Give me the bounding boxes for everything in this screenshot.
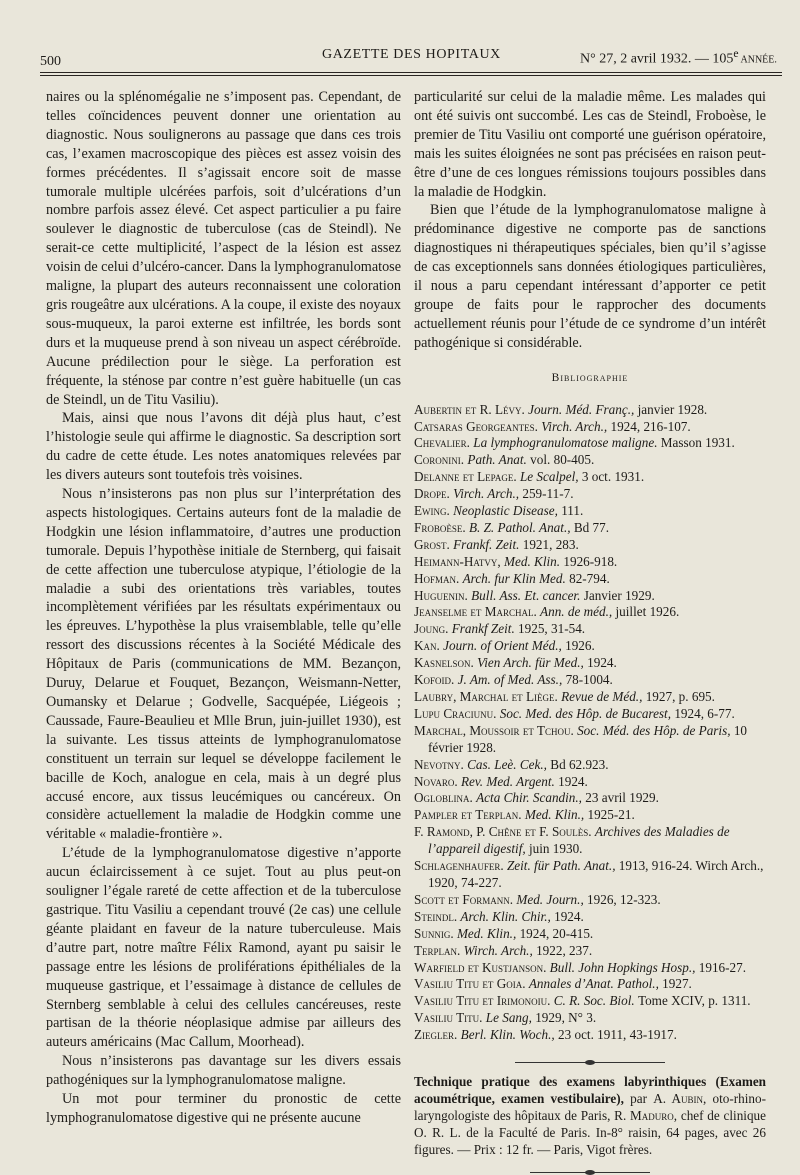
bib-reference: 1924. [587, 655, 617, 671]
bib-reference: 1921, 283. [522, 536, 579, 552]
bib-source: Acta Chir. Scandin., [476, 790, 586, 806]
bib-author: Vasiliu Titu et Goia. [414, 976, 529, 992]
bib-source: Virch. Arch., [541, 418, 611, 434]
bib-author: Kofoid. [414, 672, 458, 688]
bib-reference: 1924, 20-415. [519, 925, 594, 941]
bib-author: Vasiliu Titu. [414, 1010, 486, 1026]
bib-source: La lymphogranulomatose maligne. [473, 435, 661, 451]
bib-reference: Masson 1931. [660, 435, 735, 451]
header-rule [40, 72, 782, 73]
bib-author: Catsaras Georgeantes. [414, 418, 542, 434]
page-header [40, 44, 780, 70]
bib-source: C. R. Soc. Biol. [553, 993, 638, 1009]
bib-author: Chevalier. [414, 435, 474, 451]
paragraph: particularité sur celui de la maladie même. Les malades qui ont été suivis ont succombé. Les cas de Steindl, Froboèse, le premier de Titu Vasiliu ont comporté une guérison opératoire, mais les suites éloignées ne sont pas précisées en raison peut-être d’une de ces longues rémissions toujours possibles dans la maladie de Hodgkin. [414, 89, 766, 200]
bib-author: Terplan. [414, 942, 464, 958]
paragraph: Mais, ainsi que nous l’avons dit déjà plus haut, c’est l’histologie seule qui affirme le diagnostic. Sa description sort du cadre de cette étude. Les notes anatomiques relevées par les divers auteurs sont toutefois très voisines. [46, 410, 401, 484]
bib-source: Virch. Arch., [453, 486, 523, 502]
bib-author: Ogloblina. [414, 790, 477, 806]
bib-author: Novaro. [414, 773, 461, 789]
bib-source: Revue de Méd., [561, 689, 646, 704]
review-author-2: R. Maduro, [614, 1108, 678, 1124]
bib-author: Warfield et Kustjanson. [414, 959, 550, 975]
bib-author: Kasnelson. [414, 655, 478, 671]
bibliography-entry [414, 571, 766, 588]
bib-reference: 1924. [558, 773, 588, 789]
bib-source: Med. Klin., [524, 807, 588, 823]
bib-author: Steindl. [414, 908, 461, 924]
bibliography-title: Bibliographie [551, 371, 629, 384]
bibliography-list [414, 402, 766, 1044]
bib-reference: vol. 80-405. [530, 452, 595, 468]
bibliography-entry [414, 689, 766, 706]
bib-author: Sunnig. [414, 925, 457, 941]
bib-source: Med. Klin. [504, 553, 564, 569]
section-separator [515, 1062, 665, 1063]
bib-reference: 1927, p. 695. [645, 689, 715, 704]
right-column [414, 88, 766, 1173]
bibliography-entry [414, 503, 766, 520]
bib-reference: janvier 1928. [637, 401, 708, 417]
bib-reference: 1913, 916-24. Wirch Arch., 1920, 74-227. [428, 858, 764, 890]
bib-author: Delanne et Lepage. [414, 469, 520, 485]
bibliography-entry [414, 1027, 766, 1044]
bibliography-entry [414, 824, 766, 858]
bib-reference: 82-794. [569, 570, 610, 586]
end-separator [530, 1172, 650, 1173]
bib-author: Pampler et Terplan. [414, 807, 525, 823]
bib-author: Hofman. [414, 570, 463, 586]
journal-title: GAZETTE DES HOPITAUX [322, 47, 501, 62]
bibliography-entry [414, 892, 766, 909]
bibliography-entry [414, 960, 766, 977]
bib-reference: 259-11-7. [522, 486, 574, 502]
left-column [46, 88, 401, 1128]
bibliography-entry [414, 452, 766, 469]
bib-reference: 1926, 12-323. [587, 891, 661, 907]
bib-source: B. Z. Pathol. Anat., [468, 519, 574, 535]
bib-author: F. Ramond, P. Chêne et F. Soulès. [414, 824, 595, 840]
bib-author: Vasiliu Titu et Irimonoiu. [414, 993, 554, 1009]
paragraph: Nous n’insisterons pas non plus sur l’interprétation des aspects histologiques. Certains auteurs font de la maladie de Hodgkin une lésion inflammatoire, d’autres une production tumorale. Depuis l’hypothèse initiale de Sternberg, qui faisait de cette affection une tuberculose atypique, l’étiologie de la maladie a subi des orientations très variables, toutes incomplètement vérifiées par les résultats expérimentaux ou les épreuves. L’hypothèse la plus vraisemblable, telle qu’elle ressort des discussions récentes à la Société Médicale des Hôpitaux de Paris (communications de MM. Bezançon, Duruy, Delarue et Fouquet, Bezançon, Weismann-Netter, Oumansky et Delarue ; Godvelle, Sacquépée, Liégeois ; Caussade, Faure-Beaulieu et Mlle Brun, juin-juillet 1930), est la suivante. Les tissus atteints de lymphogranulomatose constituent un terrain sur lequel se développe facilement le bacille de Koch, analogue en cela, mais à un degré plus accusé encore, aux tissus leucémiques ou cancéreux. On considère actuellement la maladie de Hodgkin comme une véritable « maladie-frontière ». [46, 486, 401, 843]
bib-author: Froboèse. [414, 519, 469, 535]
bib-author: Ewing. [414, 503, 454, 519]
bibliography-entry [414, 435, 766, 452]
bib-source: Annales d’Anat. Pathol., [528, 976, 663, 992]
issue-info: N° 27, 2 avril 1932. — 105e ANNÉE. [580, 47, 777, 67]
bibliography-entry [414, 926, 766, 943]
bib-reference: 3 oct. 1931. [581, 469, 645, 485]
bibliography-entry [414, 402, 766, 419]
paragraph: L’étude de la lymphogranulomatose digestive n’apporte aucun éclaircissement à ce sujet. Tout au plus peut-on souligner l’égale rareté de cette affection et de la tuberculose gastrique. Titu Vasiliu a cependant trouvé (2e cas) une cellule géante plaidant en faveur de la nature tuberculeuse. Mais d’autre part, notre maître Félix Ramond, ayant pu saisir le passage entre les lésions de proliférations épithéliales de la muqueuse gastrique, et l’essaimage à distance de cellules de Sternberg semblable à celui des cellules cancéreuses, reste partisan de la théorie néoplasique admise par ailleurs des auteurs américains (Mac Callum, Moorhead). [46, 845, 401, 1051]
bibliography-entry [414, 604, 766, 621]
bib-source: Med. Klin., [456, 925, 520, 941]
bib-reference: 1922, 237. [536, 942, 593, 958]
bib-source: Neoplastic Disease, [453, 503, 562, 519]
bib-reference: 1929, N° 3. [535, 1010, 597, 1026]
bib-reference: 1926. [565, 638, 595, 654]
bibliography-entry [414, 655, 766, 672]
review-author: A. Aubin, [653, 1091, 707, 1107]
paragraph: Un mot pour terminer du pronostic de cette lymphogranulomatose digestive qui ne présente aucune [46, 1091, 401, 1126]
bib-reference: 1927. [662, 976, 692, 992]
bib-reference: 1924. [554, 908, 584, 924]
bib-author: Kan. [414, 638, 444, 654]
bib-source: Med. Journ., [516, 891, 588, 907]
bib-author: Ziegler. [414, 1027, 461, 1043]
bib-source: Bull. John Hopkings Hosp., [549, 959, 699, 975]
bibliography-entry [414, 790, 766, 807]
bibliography-entry [414, 993, 766, 1010]
bib-reference: Tome XCIV, p. 1311. [637, 993, 751, 1009]
bibliography-entry [414, 520, 766, 537]
bib-source: Archives des Maladies de l’appareil digestif, [428, 824, 730, 857]
bib-reference: 1924, 6-77. [674, 705, 735, 721]
bibliography-entry [414, 858, 766, 892]
bibliography-entry [414, 621, 766, 638]
bib-reference: 10 février 1928. [428, 722, 748, 755]
book-review: Technique pratique des examens labyrinthiques (Examen acoumétrique, examen vestibulaire), par A. Aubin, oto-rhino-laryngologiste des hôpitaux de Paris, R. Maduro, chef de clinique O. R. L. de la Faculté de Paris. In-8° raisin, 64 pages, avec 26 figures. — Prix : 12 fr. — Paris, Vigot frères. [414, 1074, 767, 1158]
paragraph: naires ou la splénomégalie ne s’imposent pas. Cependant, de telles coïncidences peuvent donner une orientation au diagnostic. Nous soulignerons au passage que dans ces trois cas, l’examen macroscopique des pièces est assez voisin des formes précédentes. Il s’agissait encore soit de masse tumorale multiple ulcérées parfois, soit d’ulcérations d’un nombre parfois assez élevé. Cet aspect particulier a pu faire soulever le diagnostic de tuberculose (cas de Steindl). Ne serait-ce cette multiplicité, l’aspect de la lésion est assez voisin de celui d’ulcéro-cancer. Dans la lymphogranulomatose maligne, la plupart des auteurs reconnaissent une coloration gris rougeâtre aux ulcérations. A la coupe, il existe des noyaux sous-muqueux, la paroi externe est infiltrée, les bords sont durs et la muqueuse prend à son niveau un aspect cérébroïde. Aucune prédilection pour le siège. La perforation est fréquente, la sténose par contre n’est guère habituelle (un cas de Steindl, un de Titu Vasiliu). [46, 89, 401, 408]
bib-reference: Janvier 1929. [583, 587, 655, 603]
bib-source: Le Scalpel, [519, 469, 582, 485]
bib-source: Cas. Leè. Cek., [467, 756, 551, 772]
bib-reference: 1924, 216-107. [610, 418, 691, 434]
bib-author: Nevotny. [414, 756, 468, 772]
bibliography-entry [414, 588, 766, 605]
review-title: Technique pratique des examens labyrinthiques (Examen acoumétrique, examen vestibulaire), [414, 1074, 766, 1107]
bib-author: Aubertin et R. Lévy. [414, 401, 529, 417]
bib-source: Journ. Méd. Franç., [528, 401, 638, 417]
bib-source: Frankf Zeit. [451, 621, 519, 637]
bib-source: Zeit. für Path. Anat., [506, 858, 619, 874]
bibliography-entry [414, 723, 766, 757]
bib-author: Huguenin. [414, 587, 472, 603]
bibliography-entry [414, 757, 766, 774]
bib-author: Coronini. [414, 452, 468, 468]
bib-source: Path. Anat. [467, 452, 531, 468]
bib-reference: 1925, 31-54. [518, 621, 586, 637]
bib-source: Soc. Med. des Hôp. de Bucarest, [499, 705, 675, 721]
bib-author: Jeanselme et Marchal. [414, 604, 541, 620]
paragraph: Nous n’insisterons pas davantage sur les divers essais pathogéniques sur la lymphogranulomatose maligne. [46, 1053, 401, 1089]
bib-author: Marchal, Moussoir et Tchou. [414, 722, 578, 738]
bib-reference: juillet 1926. [615, 604, 680, 620]
bib-source: Rev. Med. Argent. [460, 773, 559, 789]
bib-source: J. Am. of Med. Ass., [457, 672, 566, 688]
bibliography-entry [414, 1010, 766, 1027]
bib-reference: juin 1930. [528, 841, 583, 857]
bib-source: Wirch. Arch., [463, 942, 537, 958]
bib-author: Grost. [414, 536, 454, 552]
bibliography-entry [414, 672, 766, 689]
bibliography-entry [414, 807, 766, 824]
bib-reference: Bd 77. [573, 519, 610, 535]
bib-reference: 23 oct. 1911, 43-1917. [557, 1027, 677, 1043]
bib-source: Journ. of Orient Méd., [443, 638, 566, 654]
bib-reference: 23 avril 1929. [585, 790, 659, 806]
bib-source: Ann. de méd., [540, 604, 616, 620]
bibliography-entry [414, 469, 766, 486]
bib-author: Joung. [414, 621, 452, 637]
paragraph: Bien que l’étude de la lymphogranulomatose maligne à prédominance digestive ne comporte pas de sanctions diagnostiques ni thérapeutiques spéciales, bien qu’il s’agisse de cas exceptionnels sans données étiologiques particulières, il nous a paru cependant intéressant d’apporter ce petit groupe de faits pour le rapprocher des documents actuellement réunis pour l’étude de ce syndrome d’un intérêt pathogénique si considérable. [414, 202, 766, 351]
bibliography-entry [414, 638, 766, 655]
bibliography-entry [414, 976, 766, 993]
bibliography-entry [414, 486, 766, 503]
bib-author: Schlagenhaufer. [414, 858, 507, 874]
bibliography-entry [414, 706, 766, 723]
page-number: 500 [40, 54, 61, 69]
bib-source: Le Sang, [485, 1010, 536, 1026]
bib-source: Soc. Méd. des Hôp. de Paris, [577, 722, 734, 738]
bibliography-entry [414, 419, 766, 436]
bibliography-entry [414, 537, 766, 554]
bib-reference: 1925-21. [587, 807, 635, 823]
bib-source: Berl. Klin. Woch., [460, 1027, 558, 1043]
bib-author: Laubry, Marchal et Liège. [414, 689, 562, 704]
bib-source: Bull. Ass. Et. cancer. [471, 587, 584, 603]
bib-author: Lupu Craciunu. [414, 705, 500, 721]
bib-author: Drope. [414, 486, 454, 502]
bib-author: Heimann-Hatvy, [414, 553, 505, 569]
header-rule-2 [40, 75, 782, 76]
bib-reference: 78-1004. [565, 672, 613, 688]
bib-reference: 1916-27. [698, 959, 747, 975]
bibliography-entry [414, 909, 766, 926]
bib-source: Vien Arch. für Med., [477, 655, 588, 671]
bib-reference: 111. [561, 503, 584, 519]
bib-author: Scott et Formann. [414, 891, 517, 907]
bib-source: Arch. fur Klin Med. [462, 570, 570, 586]
bibliography-entry [414, 943, 766, 960]
bib-reference: Bd 62.923. [550, 756, 609, 772]
bibliography-entry [414, 554, 766, 571]
bib-source: Frankf. Zeit. [453, 536, 523, 552]
bib-reference: 1926-918. [563, 553, 618, 569]
bib-source: Arch. Klin. Chir., [460, 908, 555, 924]
bibliography-entry [414, 774, 766, 791]
